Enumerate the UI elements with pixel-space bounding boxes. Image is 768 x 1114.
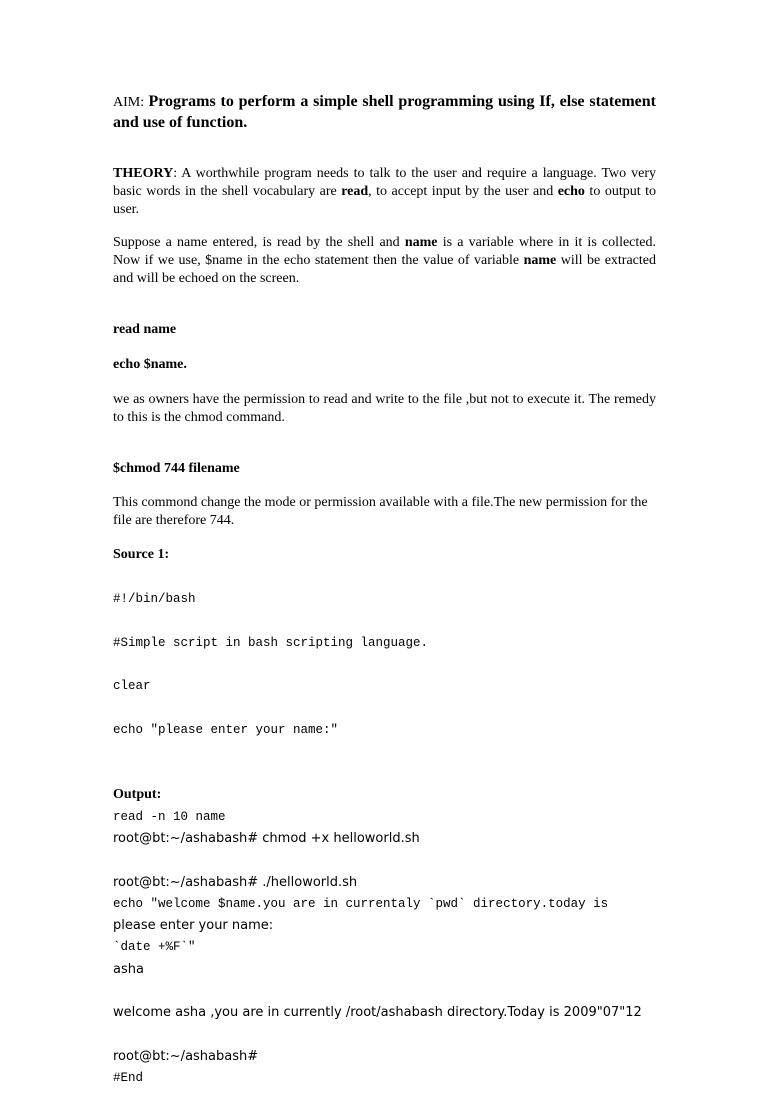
output-line: welcome asha ,you are in currently /root/ashabash directory.Today is 2009"07"12 <box>113 1005 642 1020</box>
code-line: echo "please enter your name:" <box>113 722 339 737</box>
permission-note: we as owners have the permission to read and write to the file ,but not to execute it. The remedy to this is the chmod command. <box>113 392 656 425</box>
output-line: root@bt:~/ashabash# chmod +x helloworld.sh <box>113 831 420 846</box>
output-line: asha <box>113 961 144 977</box>
code-line: #!/bin/bash <box>113 592 196 606</box>
code-line: echo "welcome $name.you are in currentaly `pwd` directory.today is <box>113 896 609 911</box>
code-line: `date +%F`" <box>113 940 196 954</box>
keyword-read: read <box>341 184 369 199</box>
theory-p2-text-a: Suppose a name entered, is read by the shell and <box>113 235 405 250</box>
theory-p2-text-b: is a variable where in it is collected. Now if we use, $name in the echo statement then the value of variable <box>113 235 656 268</box>
theory-paragraph-2 <box>113 234 656 288</box>
code-line: clear <box>113 679 151 693</box>
code-line: read -n 10 name <box>113 809 226 824</box>
code-blank-line <box>113 766 656 781</box>
command-read-name: read name <box>113 322 177 337</box>
keyword-echo: echo <box>557 184 585 199</box>
keyword-name-2: name <box>523 253 557 268</box>
source-heading: Source 1: <box>113 547 170 562</box>
aim-section <box>113 91 656 133</box>
chmod-note: This commond change the mode or permission available with a file.The new permission for the file are therefore 744. <box>113 495 648 528</box>
theory-text-b: , to accept input by the user and <box>368 184 558 199</box>
output-line: root@bt:~/ashabash# <box>113 1048 259 1064</box>
output-line: root@bt:~/ashabash# ./helloworld.sh <box>113 874 358 890</box>
theory-text-c: to output to user. <box>113 184 656 217</box>
aim-label: AIM: <box>113 95 149 110</box>
command-echo-name: echo $name. <box>113 357 187 372</box>
aim-title: Programs to perform a simple shell programming using If, else statement and use of function. <box>113 93 656 131</box>
output-block <box>113 803 656 1093</box>
theory-text-a: : A worthwhile program needs to talk to the user and require a language. Two very basic words in the shell vocabulary are <box>113 166 656 199</box>
keyword-name: name <box>404 235 438 250</box>
theory-p2-text-c: will be extracted and will be echoed on the screen. <box>113 253 656 286</box>
code-line: #End <box>113 1070 144 1085</box>
output-heading: Output: <box>113 787 162 802</box>
theory-label: THEORY <box>113 166 174 181</box>
code-line: #Simple script in bash scripting language. <box>113 635 429 650</box>
output-line: please enter your name: <box>113 918 274 933</box>
command-chmod: $chmod 744 filename <box>113 461 240 476</box>
theory-paragraph-1 <box>113 165 656 219</box>
